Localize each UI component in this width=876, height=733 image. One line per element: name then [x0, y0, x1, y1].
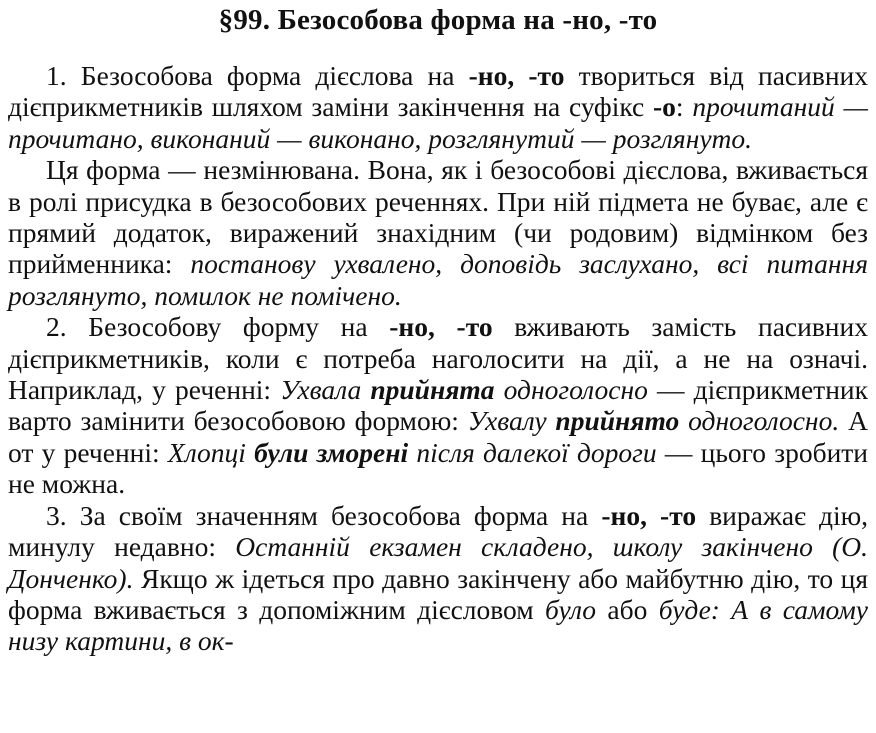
text-run: прочитаний — прочитано, виконаний — виконано, розглянутий — розглянуто.	[8, 91, 869, 154]
text-run: Ухвала	[280, 374, 371, 406]
text-run: Ухвалу	[467, 405, 556, 437]
text-run: вживають замість пасивних дієприкметників, коли є потреба наголосити на дії, а не на означі. Наприклад, у реченні:	[8, 311, 868, 406]
text-run: :	[675, 91, 693, 123]
text-run: Ця форма — незмінювана. Вона, як і безособові дієслова, вживається в ролі присудка в безособових реченнях. При ній підмета не буває, але є прямий додаток, виражений знахідним (чи родовим) відмінком без прийменника:	[8, 154, 868, 280]
text-run: прийнята	[370, 374, 495, 406]
text-run: — цього зробити не можна.	[8, 436, 869, 500]
text-run: буде: А в самому низу картини, в ок-	[8, 593, 868, 657]
text-run: постанову ухвалено, доповідь заслухано, всі питання розглянуто, помилок не помічено.	[8, 248, 868, 311]
text-run: Останній екзамен складено, школу закінчено (О. Донченко).	[8, 531, 868, 594]
text-run: виражає дію, минулу недавно:	[8, 499, 869, 563]
text-run: прийнято	[555, 405, 680, 437]
text-run: 3. За своїм значенням безособова форма на	[46, 499, 602, 531]
text-run: Якщо ж ідеться про давно закінчену або майбутню дію, то ця форма вживається з допоміжним дієсловом	[8, 562, 868, 625]
section-title: §99. Безособова форма на -но, -то	[218, 4, 658, 36]
text-run: після далекої дороги	[408, 436, 657, 468]
text-run: твориться від пасивних дієприкметників шляхом заміни закінчення на суфікс	[8, 60, 869, 123]
paragraph-4	[8, 500, 868, 657]
paragraph-3	[8, 311, 868, 499]
paragraph-2	[8, 154, 868, 311]
text-run: Хлопці	[167, 436, 255, 468]
text-run: одноголосно	[494, 374, 648, 406]
text-run: одноголосно.	[679, 405, 840, 437]
text-run: або	[596, 593, 659, 625]
document-page	[8, 0, 868, 657]
text-run: — дієприкметник варто замінити безособовою формою:	[8, 374, 868, 437]
text-run: -но, -то	[468, 60, 565, 91]
text-run: -но, -то	[389, 311, 493, 343]
text-run: 1. Безособова форма дієслова на	[46, 60, 469, 91]
text-run: були зморені	[254, 436, 409, 468]
paragraph-1	[8, 60, 868, 154]
text-run: було	[545, 593, 597, 625]
text-run: -о	[653, 91, 676, 123]
text-run: -но, -то	[601, 499, 697, 531]
text-run: А от у реченні:	[8, 405, 868, 468]
text-run: 2. Безособову форму на	[46, 311, 390, 343]
section-body	[8, 60, 868, 657]
